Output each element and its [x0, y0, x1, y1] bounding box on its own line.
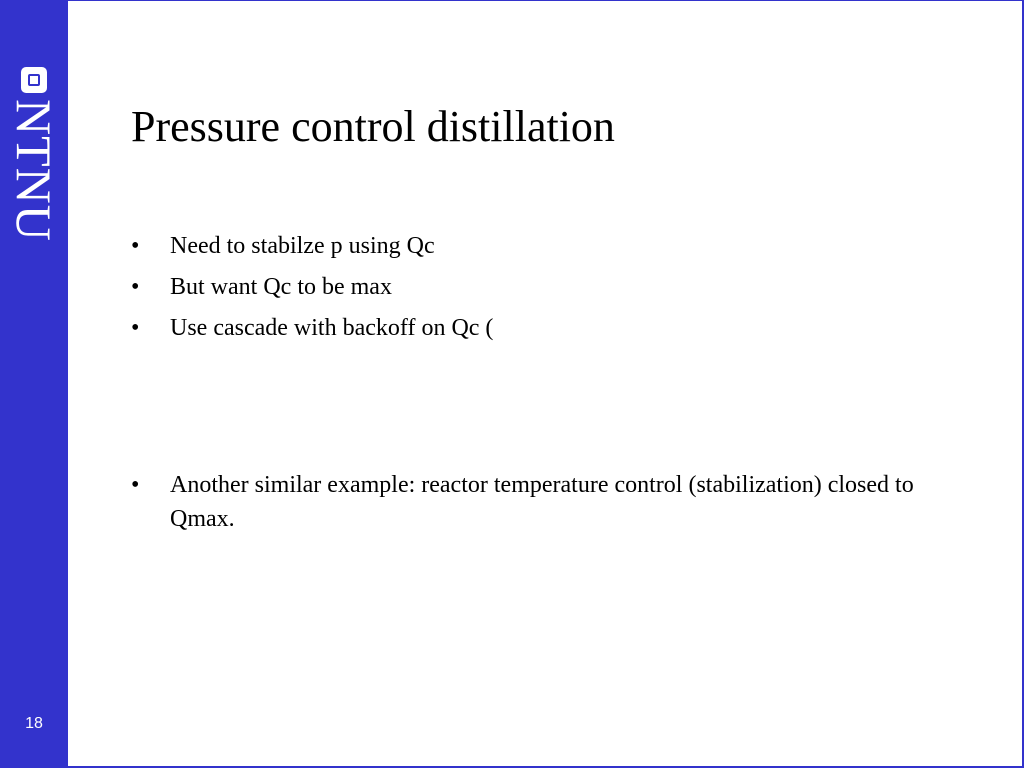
bullet-text: Need to stabilze p using Qc [170, 233, 435, 259]
brand-sidebar [0, 1, 68, 768]
ntnu-logo-icon [21, 67, 47, 93]
bullet-icon: • [131, 315, 140, 341]
bullet-icon: • [131, 274, 140, 300]
bullet-text: But want Qc to be max [170, 274, 392, 300]
list-item [131, 270, 971, 304]
list-item [131, 229, 971, 263]
bullet-list [131, 229, 971, 543]
bullet-icon: • [131, 472, 140, 498]
bullet-text: Another similar example: reactor temperature control (stabilization) closed to Qmax. [170, 472, 914, 532]
list-item [131, 311, 971, 345]
list-item [131, 468, 971, 536]
bullet-icon: • [131, 233, 140, 259]
logo-text: NTNU [6, 99, 62, 242]
bullet-text: Use cascade with backoff on Qc ( [170, 315, 494, 341]
slide-number: 18 [25, 715, 43, 732]
logo-wordmark [5, 99, 63, 242]
page-title: Pressure control distillation [131, 102, 615, 151]
